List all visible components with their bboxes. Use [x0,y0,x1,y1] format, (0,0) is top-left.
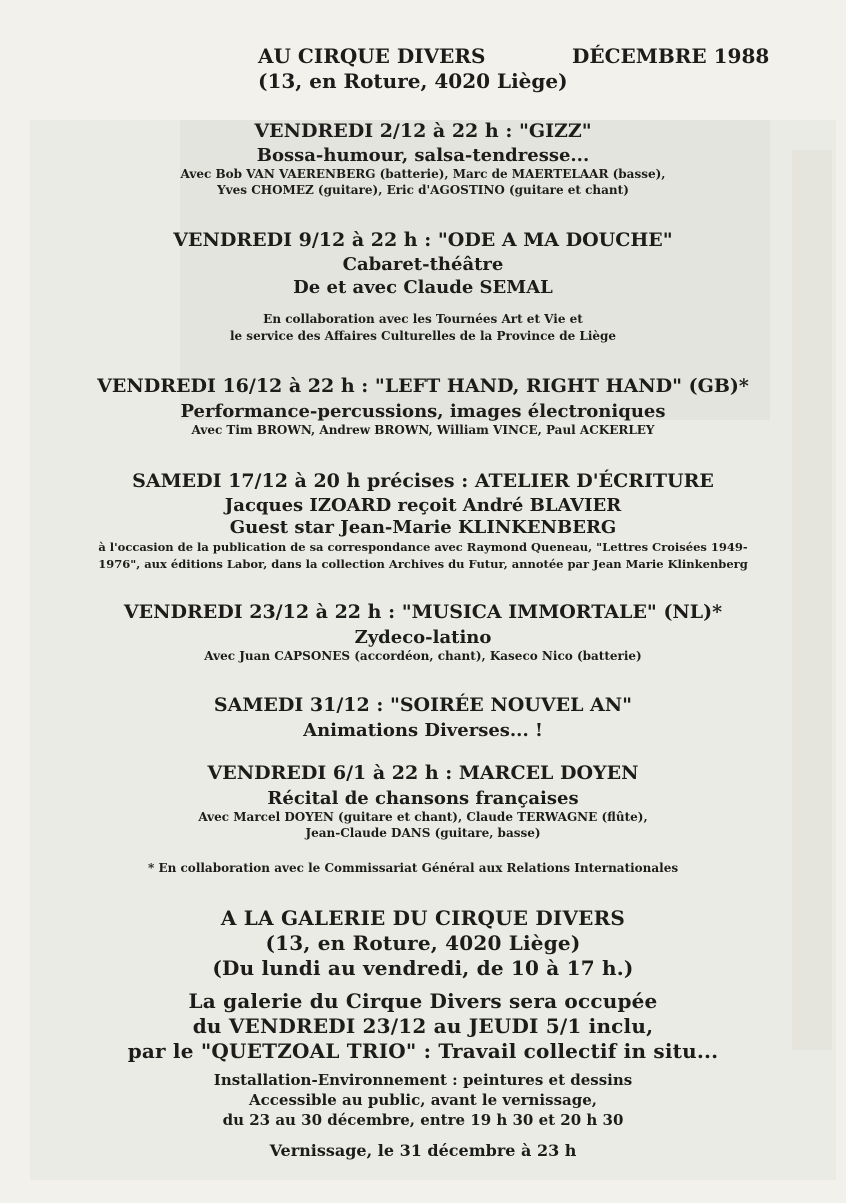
event-title: VENDREDI 23/12 à 22 h : "MUSICA IMMORTALE" (NL)* [123,601,723,623]
event-title: VENDREDI 2/12 à 22 h : "GIZZ" [254,120,592,142]
gallery-intro-line: du VENDREDI 23/12 au JEUDI 5/1 inclu, [192,1014,654,1038]
gallery-title: A LA GALERIE DU CIRQUE DIVERS [220,906,626,930]
event-detail: Avec Tim BROWN, Andrew BROWN, William VINCE, Paul ACKERLEY [191,423,655,437]
event-detail: le service des Affaires Culturelles de la Province de Liège [229,329,617,343]
event-detail: à l'occasion de la publication de sa correspondance avec Raymond Queneau, "Lettres Croisées 1949- [98,540,748,554]
gallery-info-line: Accessible au public, avant le vernissage, [249,1091,597,1109]
event-detail: Jean-Claude DANS (guitare, basse) [305,826,541,840]
event-title: SAMEDI 17/12 à 20 h précises : ATELIER D'ÉCRITURE [132,470,714,492]
venue-address: (13, en Roture, 4020 Liège) [258,69,568,93]
event-marcel-doyen [0,762,846,840]
event-ode-a-ma-douche [0,229,846,343]
gallery-section [0,906,846,1160]
gallery-vernissage: Vernissage, le 31 décembre à 23 h [269,1141,577,1160]
event-detail: Avec Marcel DOYEN (guitare et chant), Claude TERWAGNE (flûte), [198,810,648,824]
event-title: VENDREDI 6/1 à 22 h : MARCEL DOYEN [207,762,639,784]
event-detail: Avec Juan CAPSONES (accordéon, chant), Kaseco Nico (batterie) [204,649,642,663]
event-detail: En collaboration avec les Tournées Art et Vie et [263,312,583,326]
event-subtitle: Zydeco-latino [354,627,492,648]
event-subtitle: Cabaret-théâtre [342,254,504,275]
event-soiree-nouvel-an [0,694,846,741]
event-subtitle-2: Guest star Jean-Marie KLINKENBERG [229,517,617,538]
event-title: VENDREDI 16/12 à 22 h : "LEFT HAND, RIGHT HAND" (GB)* [97,375,749,397]
gallery-hours: (Du lundi au vendredi, de 10 à 17 h.) [212,956,634,980]
event-title: VENDREDI 9/12 à 22 h : "ODE A MA DOUCHE" [173,229,673,251]
event-subtitle: Animations Diverses... ! [303,720,543,741]
event-left-hand-right-hand [0,375,846,437]
gallery-info-line: Installation-Environnement : peintures et dessins [213,1071,633,1089]
venue-title: AU CIRQUE DIVERS [258,44,486,68]
event-musica-immortale [0,601,846,663]
event-subtitle: Jacques IZOARD reçoit André BLAVIER [224,495,622,516]
event-detail: 1976", aux éditions Labor, dans la collection Archives du Futur, annotée par Jean Marie Klinkenberg [98,557,748,571]
gallery-address: (13, en Roture, 4020 Liège) [265,931,581,955]
event-title: SAMEDI 31/12 : "SOIRÉE NOUVEL AN" [213,694,633,716]
footnote: * En collaboration avec le Commissariat Général aux Relations Internationales [148,861,679,875]
event-detail: Yves CHOMEZ (guitare), Eric d'AGOSTINO (guitare et chant) [217,183,629,197]
event-subtitle-2: De et avec Claude SEMAL [293,277,553,298]
event-atelier-ecriture [0,470,846,571]
gallery-intro-line: par le "QUETZOAL TRIO" : Travail collectif in situ... [127,1039,719,1063]
gallery-info-line: du 23 au 30 décembre, entre 19 h 30 et 20 h 30 [222,1111,624,1129]
event-subtitle: Récital de chansons françaises [267,788,579,809]
event-subtitle: Performance-percussions, images électroniques [180,401,666,422]
event-detail: Avec Bob VAN VAERENBERG (batterie), Marc de MAERTELAAR (basse), [180,167,666,181]
month-title: DÉCEMBRE 1988 [572,44,770,68]
gallery-intro-line: La galerie du Cirque Divers sera occupée [188,989,658,1013]
event-subtitle: Bossa-humour, salsa-tendresse... [256,145,590,166]
event-gizz [0,120,846,197]
